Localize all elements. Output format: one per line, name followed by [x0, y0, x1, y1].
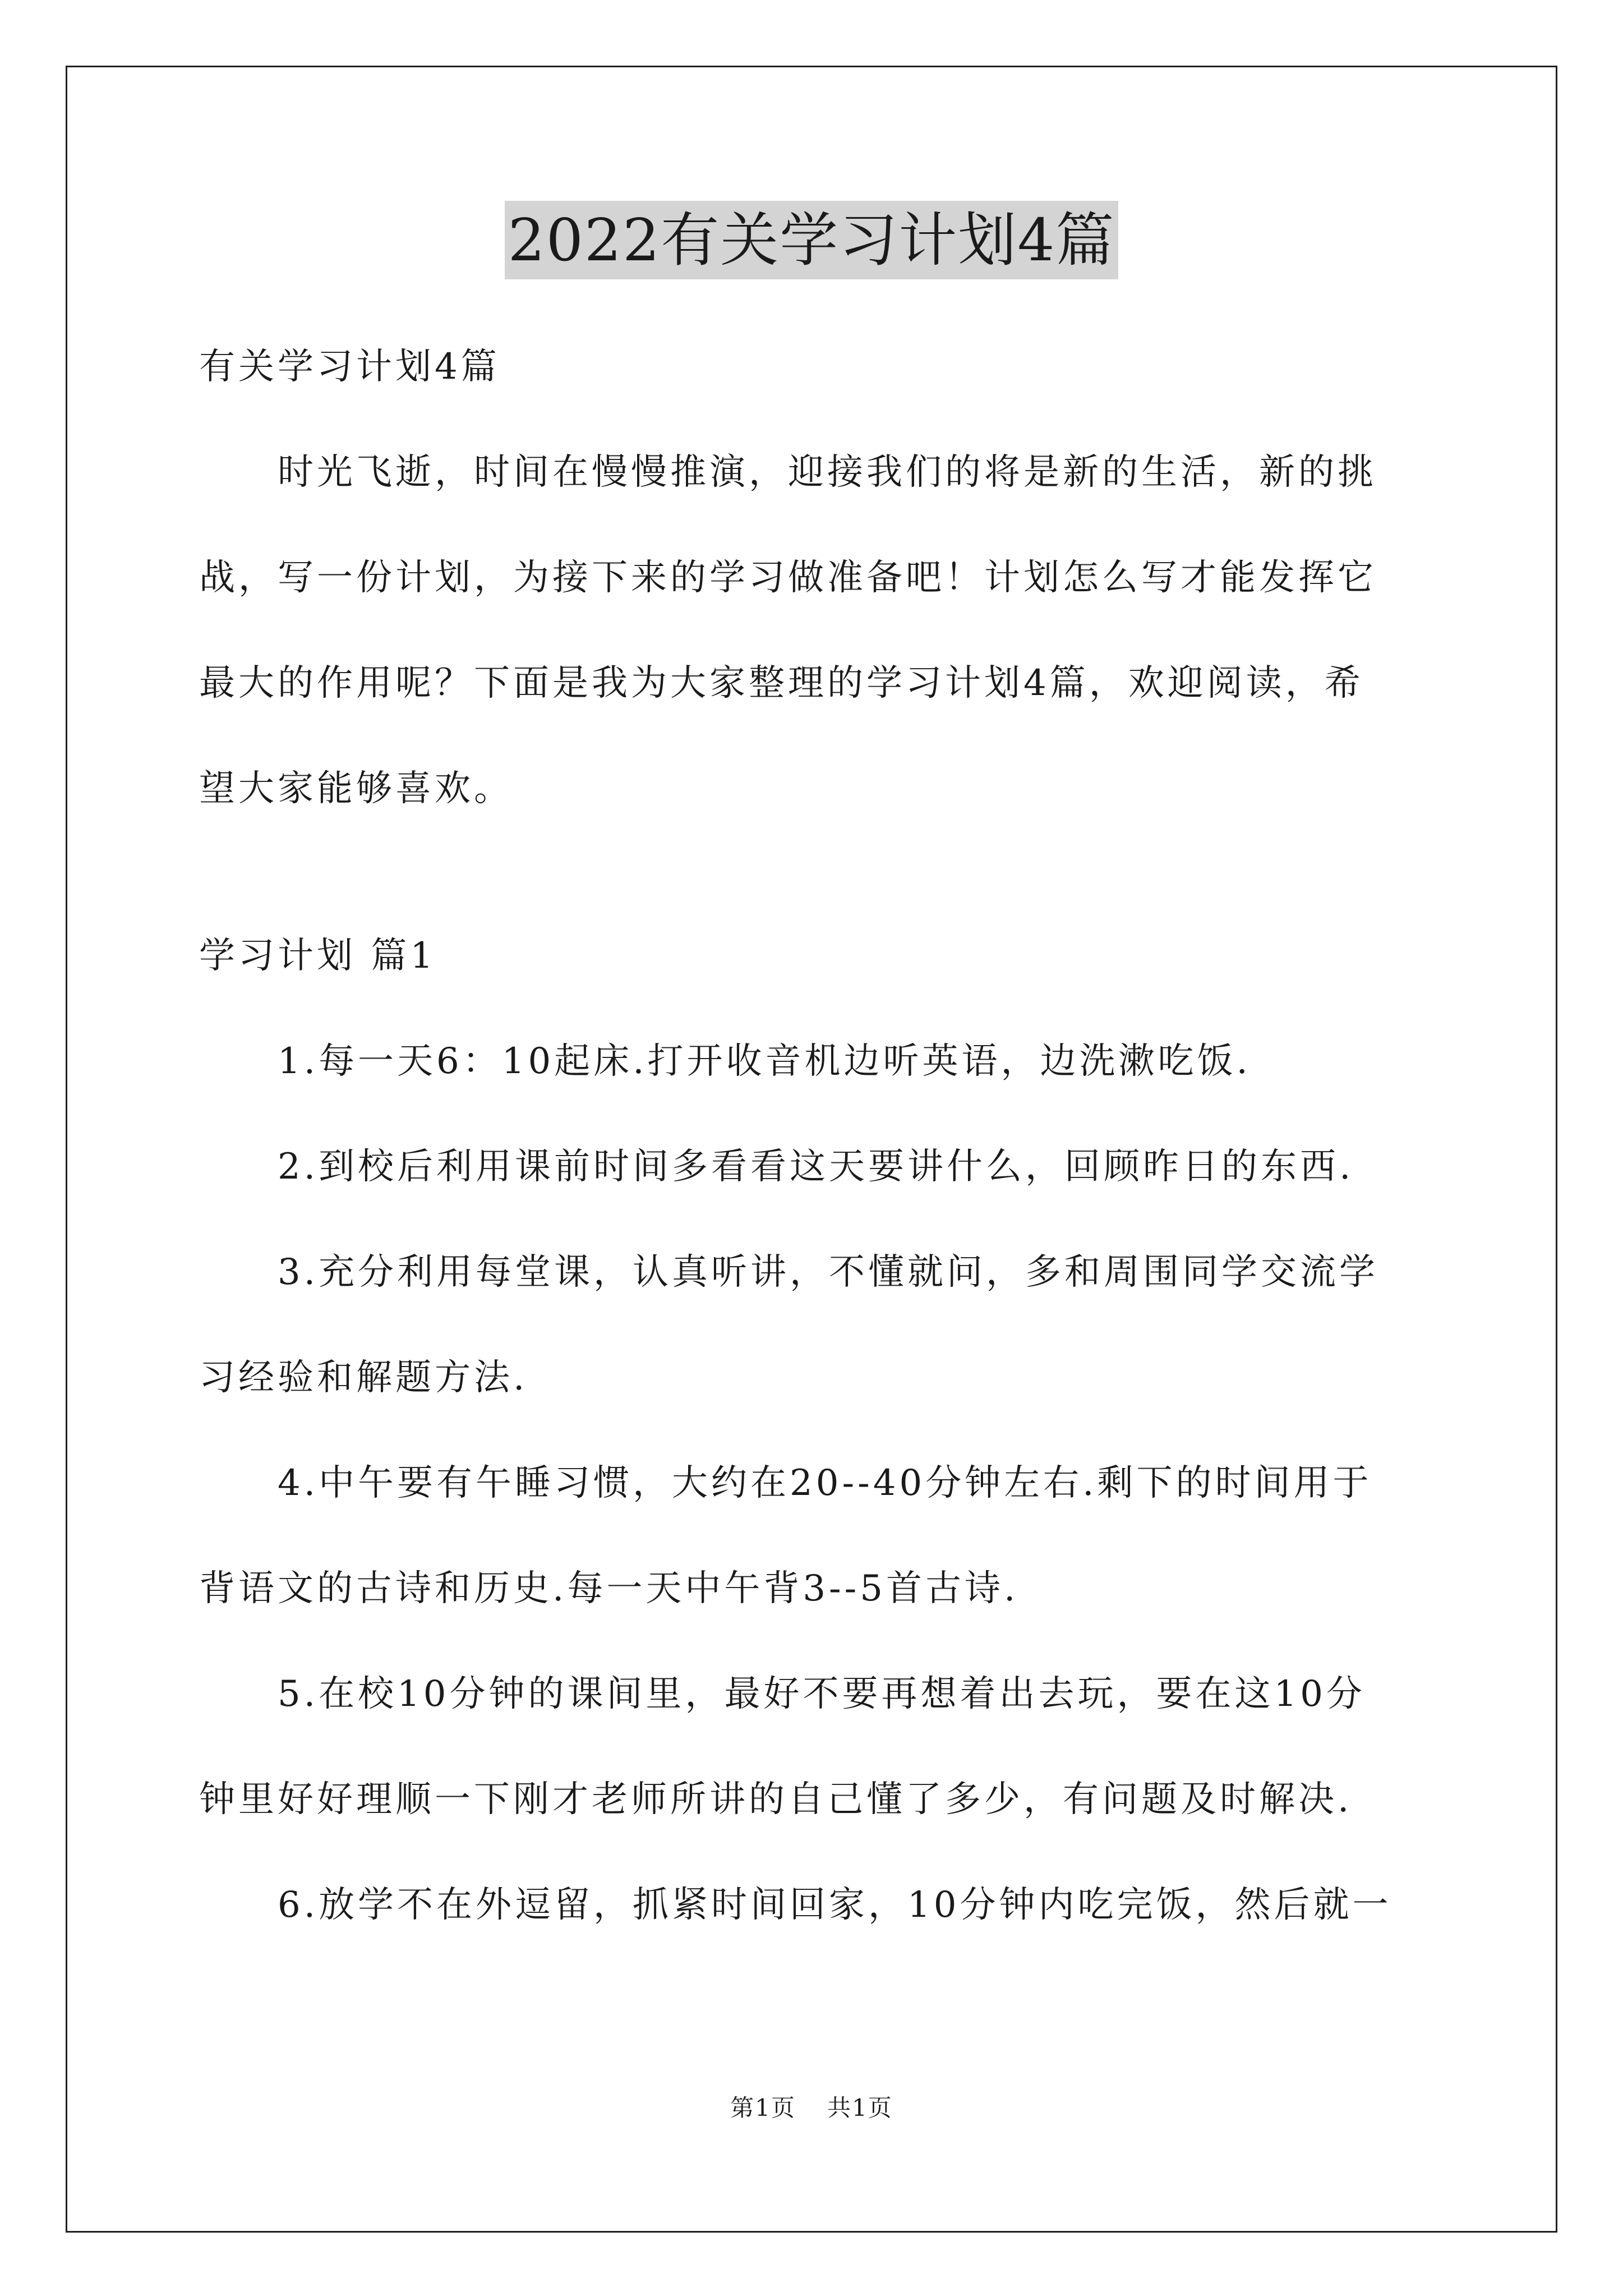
document-title: 2022有关学习计划4篇 — [505, 201, 1119, 279]
document-body — [199, 314, 1433, 1958]
item-4-line-1: 4.中午要有午睡习惯，大约在20--40分钟左右.剩下的时间用于 — [278, 1462, 1372, 1504]
item-3-line-1: 3.充分利用每堂课，认真听讲，不懂就问，多和周围同学交流学 — [278, 1251, 1379, 1293]
item-3-line-2: 习经验和解题方法. — [199, 1357, 528, 1398]
item-6-line-1: 6.放学不在外逗留，抓紧时间回家，10分钟内吃完饭，然后就一 — [278, 1884, 1392, 1926]
page-footer — [0, 2090, 1623, 2123]
section-gap — [199, 841, 1433, 903]
intro-line-1: 时光飞逝，时间在慢慢推演，迎接我们的将是新的生活，新的挑 — [278, 452, 1377, 493]
item-5-line-1: 5.在校10分钟的课间里，最好不要再想着出去玩，要在这10分 — [278, 1673, 1366, 1715]
intro-line-4: 望大家能够喜欢。 — [199, 768, 513, 809]
item-4-line-2: 背语文的古诗和历史.每一天中午背3--5首古诗. — [199, 1568, 1019, 1609]
section-heading: 学习计划 篇1 — [199, 935, 437, 977]
item-5-line-2: 钟里好好理顺一下刚才老师所讲的自己懂了多少，有问题及时解决. — [199, 1779, 1353, 1820]
page-number: 第1页 — [730, 2094, 796, 2122]
title-container — [0, 201, 1623, 279]
intro-line-3: 最大的作用呢？下面是我为大家整理的学习计划4篇，欢迎阅读，希 — [199, 662, 1364, 704]
page-total: 共1页 — [827, 2094, 893, 2122]
item-2-line-1: 2.到校后利用课前时间多看看这天要讲什么，回顾昨日的东西. — [278, 1146, 1354, 1188]
intro-line-2: 战，写一份计划，为接下来的学习做准备吧！计划怎么写才能发挥它 — [199, 557, 1377, 599]
item-1-line-1: 1.每一天6：10起床.打开收音机边听英语，边洗漱吃饭. — [278, 1041, 1251, 1082]
subtitle: 有关学习计划4篇 — [199, 346, 500, 388]
